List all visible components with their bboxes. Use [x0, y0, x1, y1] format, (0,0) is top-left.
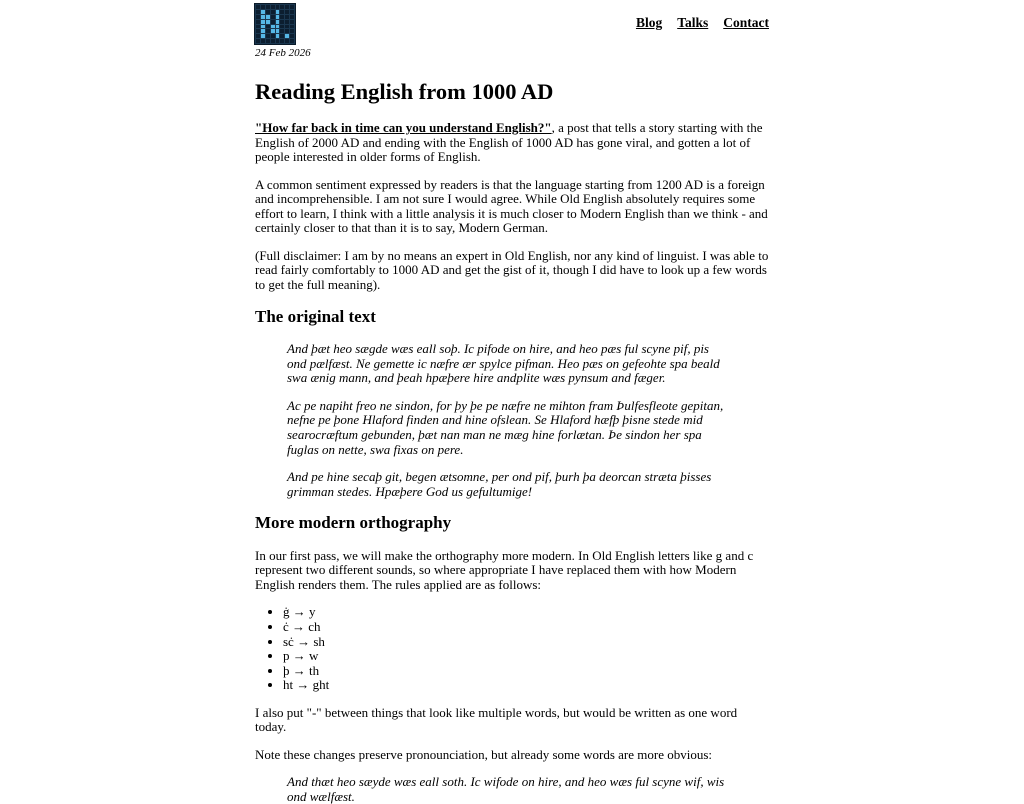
logo-pixel	[285, 20, 289, 24]
logo-pixel	[285, 10, 289, 14]
logo-pixel	[271, 15, 275, 19]
logo-pixel	[276, 20, 280, 24]
logo-pixel	[261, 25, 265, 29]
post-date: 24 Feb 2026	[255, 47, 311, 59]
logo-pixel	[266, 25, 270, 29]
logo-pixel	[280, 25, 284, 29]
logo-pixel	[271, 10, 275, 14]
logo-pixel	[256, 29, 260, 33]
site-header	[255, 0, 769, 59]
logo-pixel	[266, 39, 270, 43]
logo-pixel	[276, 34, 280, 38]
intro-paragraph	[255, 121, 769, 165]
rule-item: • ġ → y	[283, 605, 769, 620]
logo-pixel	[285, 5, 289, 9]
logo-pixel	[261, 15, 265, 19]
rule-item: • þ → th	[283, 664, 769, 679]
logo-pixel	[266, 20, 270, 24]
old-english-quote-3: And pe hine secaþ git, begen ætsomne, per ond pif, þurh þa deorcan stræta þisses grimman stedes. Hpæþere God us gefultumige!	[287, 469, 712, 499]
site-logo[interactable]	[255, 4, 295, 44]
logo-pixel	[280, 5, 284, 9]
body-paragraph: In our first pass, we will make the orthography more modern. In Old English letters like g and c represent two different sounds, so where appropriate I have replaced them with how Modern English renders them. The rules applied are as follows:	[255, 547, 754, 592]
logo-pixel	[280, 15, 284, 19]
logo-pixel	[276, 29, 280, 33]
rule-item: • sċ → sh	[283, 635, 769, 650]
logo-pixel	[266, 10, 270, 14]
logo-pixel	[256, 34, 260, 38]
nav-link-talks[interactable]: Talks	[677, 15, 709, 30]
logo-pixel	[256, 10, 260, 14]
logo-pixel	[290, 29, 294, 33]
logo-pixel	[271, 29, 275, 33]
logo-pixel	[285, 34, 289, 38]
logo-pixel	[276, 15, 280, 19]
logo-pixel	[276, 5, 280, 9]
logo-pixel	[266, 29, 270, 33]
logo-pixel	[256, 20, 260, 24]
section-heading-orthography: More modern orthography	[255, 513, 452, 533]
logo-pixel	[290, 5, 294, 9]
intro-post-link[interactable]: "How far back in time can you understand English?"	[255, 120, 552, 136]
rule-item: • ht → ght	[283, 678, 769, 693]
logo-pixel	[280, 10, 284, 14]
logo-pixel	[256, 5, 260, 9]
old-english-quote-2: Ac pe napiht freo ne sindon, for þy þe pe næfre ne mihton fram Þulfesfleote gepitan, nefne pe þone Hlaford finden and hine ofslean. Se Hlaford hæfþ þisne stede mid searocræftum gebunden, þæt nan man ne mæg hine forlætan. Þe sindon her spa fuglas on nette, swa fixas on pere.	[287, 397, 724, 457]
logo-pixel	[261, 29, 265, 33]
logo-pixel	[266, 34, 270, 38]
modernized-quote-partial: And thæt heo sæyde wæs eall soth. Ic wifode on hire, and heo wæs ful scyne wif, wis ond wælfæst.	[287, 774, 725, 804]
logo-pixel	[276, 39, 280, 43]
logo-pixel	[290, 25, 294, 29]
logo-pixel	[280, 39, 284, 43]
logo-pixel	[280, 20, 284, 24]
logo-pixel	[266, 5, 270, 9]
body-paragraph: Note these changes preserve pronounciation, but already some words are more obvious:	[255, 746, 713, 762]
rule-item: • p → w	[283, 649, 769, 664]
logo-pixel	[266, 15, 270, 19]
brand-block	[255, 4, 311, 59]
logo-pixel	[271, 5, 275, 9]
nav-link-contact[interactable]: Contact	[723, 15, 769, 30]
nav-link-blog[interactable]: Blog	[635, 15, 663, 30]
logo-pixel	[290, 39, 294, 43]
rule-item: • ċ → ch	[283, 620, 769, 635]
logo-pixel	[261, 20, 265, 24]
logo-pixel	[261, 10, 265, 14]
logo-pixel	[256, 39, 260, 43]
logo-pixel	[261, 5, 265, 9]
logo-pixel	[256, 25, 260, 29]
main-nav	[636, 4, 769, 30]
logo-pixel	[261, 39, 265, 43]
logo-pixel	[285, 39, 289, 43]
page-container	[255, 0, 769, 804]
logo-pixel	[276, 25, 280, 29]
orthography-rules-list	[255, 605, 769, 692]
body-paragraph: A common sentiment expressed by readers is that the language starting from 1200 AD is a foreign and incomprehensible. I am not sure I would agree. While Old English absolutely requires some effort to learn, I think with a little analysis it is much closer to Modern English than we think - and certainly closer to that than it is to say, Modern German.	[255, 176, 768, 236]
logo-pixel	[256, 15, 260, 19]
body-paragraph: I also put "-" between things that look like multiple words, but would be written as one word today.	[255, 704, 738, 735]
section-heading-original-text: The original text	[255, 306, 376, 326]
body-paragraph: (Full disclaimer: I am by no means an expert in Old English, nor any kind of linguist. I was able to read fairly comfortably to 1000 AD and get the gist of it, though I did have to look up a few words to get the full meaning).	[255, 247, 769, 292]
page-title: Reading English from 1000 AD	[255, 79, 554, 105]
logo-pixel	[271, 34, 275, 38]
logo-pixel	[280, 34, 284, 38]
logo-pixel	[285, 15, 289, 19]
old-english-quote-1: And þæt heo sægde wæs eall soþ. Ic pifode on hire, and heo pæs ful scyne pif, pis ond pælfæst. Ne gemette ic næfre ær spylce pifman. Heo pæs on gefeohte spa beald swa ænig mann, and þeah hpæþere hire andplite wæs pynsum and fæger.	[287, 341, 720, 386]
intro-text: , a post that tells a story starting with the English of 2000 AD and ending with the English of 1000 AD has gone viral, and gotten a lot of people interested in older forms of English.	[255, 120, 763, 165]
logo-pixel	[285, 29, 289, 33]
logo-pixel	[280, 29, 284, 33]
logo-pixel	[271, 25, 275, 29]
logo-pixel	[290, 34, 294, 38]
logo-pixel	[261, 34, 265, 38]
logo-pixel	[276, 10, 280, 14]
logo-pixel	[271, 39, 275, 43]
logo-pixel	[290, 10, 294, 14]
logo-pixel	[290, 15, 294, 19]
logo-pixel	[285, 25, 289, 29]
logo-pixel	[290, 20, 294, 24]
logo-pixel	[271, 20, 275, 24]
